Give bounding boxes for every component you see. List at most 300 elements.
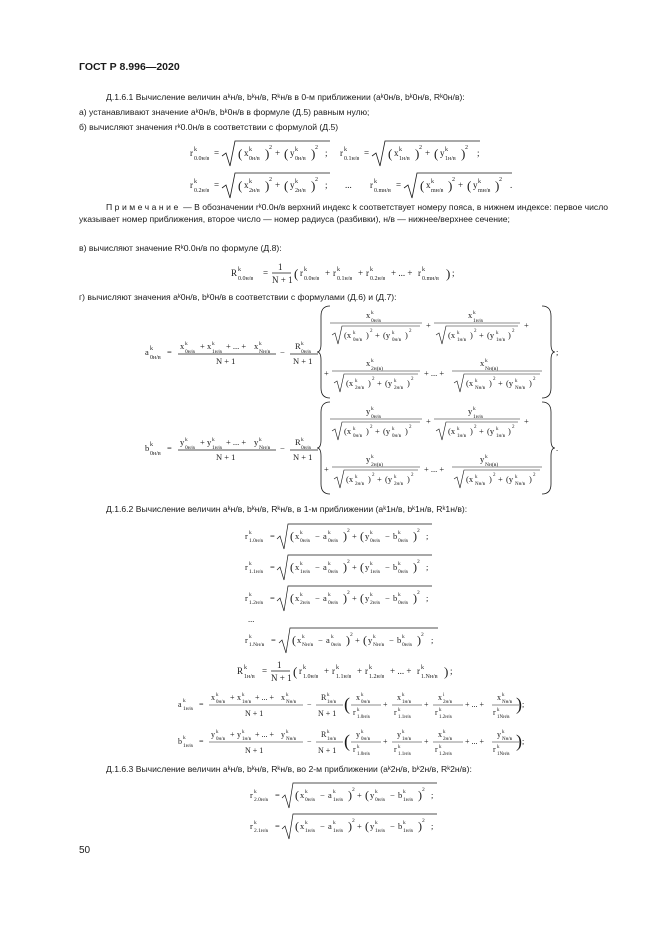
svg-text:+: + xyxy=(230,730,235,739)
svg-text:): ) xyxy=(418,819,422,833)
svg-text:x: x xyxy=(300,790,305,800)
svg-text:1н/в: 1н/в xyxy=(496,434,505,439)
svg-text:0н/в: 0н/в xyxy=(398,600,408,606)
svg-text:0н/в: 0н/в xyxy=(185,445,195,451)
svg-text:−: − xyxy=(385,531,390,541)
svg-text:): ) xyxy=(265,178,270,193)
note-label: Примечание xyxy=(106,202,181,212)
svg-text:x: x xyxy=(295,562,300,572)
svg-text:): ) xyxy=(516,731,522,751)
svg-text:+: + xyxy=(375,330,380,340)
svg-text:−: − xyxy=(320,821,325,831)
svg-text:k: k xyxy=(445,147,448,153)
svg-text:=: = xyxy=(270,531,275,541)
svg-text:r: r xyxy=(417,666,420,676)
svg-text:1н/в: 1н/в xyxy=(244,674,255,680)
svg-text:2: 2 xyxy=(452,177,455,183)
svg-text:=: = xyxy=(167,347,172,357)
svg-text:−: − xyxy=(390,790,395,800)
svg-text:x: x xyxy=(366,310,371,320)
svg-text:r: r xyxy=(418,268,421,278)
svg-text:r: r xyxy=(493,745,496,754)
svg-text:+: + xyxy=(498,474,503,484)
formula-R0 xyxy=(225,258,485,290)
svg-text:x: x xyxy=(180,341,185,351)
svg-text:k: k xyxy=(502,730,505,735)
svg-text:x: x xyxy=(394,148,399,158)
svg-text:Nн(в): Nн(в) xyxy=(485,462,499,468)
svg-text:N + 1: N + 1 xyxy=(318,746,337,755)
svg-text:...: ... xyxy=(345,180,352,190)
svg-text:2: 2 xyxy=(269,145,272,151)
svg-text:k: k xyxy=(392,331,395,336)
svg-text:k: k xyxy=(249,179,252,185)
svg-text:y: y xyxy=(254,437,259,447)
svg-text:(x: (x xyxy=(346,474,354,484)
svg-text:2: 2 xyxy=(533,377,536,382)
svg-text:(: ( xyxy=(360,529,364,543)
svg-text:1н/в: 1н/в xyxy=(183,706,193,712)
svg-text:−: − xyxy=(320,790,325,800)
svg-text:y: y xyxy=(356,730,360,739)
svg-text:k: k xyxy=(249,147,252,153)
svg-text:+: + xyxy=(357,790,362,800)
svg-text:k: k xyxy=(373,634,376,640)
svg-text:): ) xyxy=(368,378,371,388)
svg-text:+: + xyxy=(479,330,484,340)
svg-text:k: k xyxy=(259,341,262,347)
svg-text:): ) xyxy=(470,426,473,436)
svg-text:y: y xyxy=(397,730,401,739)
svg-text:k: k xyxy=(398,708,401,713)
svg-text:(x: (x xyxy=(344,330,352,340)
svg-text:x: x xyxy=(207,341,212,351)
svg-text:r: r xyxy=(190,148,193,158)
svg-text:2н/в: 2н/в xyxy=(394,482,403,487)
svg-text:1.2н/в: 1.2н/в xyxy=(439,752,452,757)
svg-text:): ) xyxy=(407,378,410,388)
svg-text:): ) xyxy=(418,788,422,802)
svg-text:r: r xyxy=(300,268,303,278)
svg-text:): ) xyxy=(413,560,417,574)
svg-text:k: k xyxy=(302,634,305,640)
section-heading-1-6-3: Д.1.6.3 Вычисление величин aᵏн/в, bᵏн/в, Rᵏн/в, во 2-м приближении (aᵏ2н/в, bᵏ2н/в, Rᵏ2н/в): xyxy=(106,764,472,774)
svg-text:=: = xyxy=(396,180,402,190)
svg-text:2: 2 xyxy=(499,177,502,183)
svg-text:1.0н/в: 1.0н/в xyxy=(249,538,263,544)
svg-text:): ) xyxy=(489,378,492,388)
svg-text:0н/в: 0н/в xyxy=(392,434,401,439)
svg-text:2: 2 xyxy=(352,818,355,824)
svg-text:k: k xyxy=(371,454,374,460)
formula-a0 xyxy=(140,304,560,400)
svg-text:1н/в: 1н/в xyxy=(242,737,251,742)
svg-text:(: ( xyxy=(238,178,243,193)
svg-text:2н/в: 2н/в xyxy=(355,386,364,391)
svg-text:r: r xyxy=(245,531,248,541)
svg-text:x: x xyxy=(297,635,302,645)
svg-text:x: x xyxy=(480,358,485,368)
svg-text:k: k xyxy=(242,693,245,698)
formula-r02-r0m xyxy=(180,170,513,204)
svg-text:k: k xyxy=(259,437,262,443)
svg-text:k: k xyxy=(304,267,307,273)
svg-text:0.2н/в: 0.2н/в xyxy=(194,188,210,194)
svg-text:k: k xyxy=(399,147,402,153)
svg-text:): ) xyxy=(311,178,316,193)
svg-text:b: b xyxy=(393,593,398,603)
svg-text:k: k xyxy=(439,708,442,713)
svg-text:(y: (y xyxy=(506,474,514,484)
svg-text:(: ( xyxy=(295,788,299,802)
svg-text:R: R xyxy=(295,341,301,351)
svg-text:1н/в: 1н/в xyxy=(457,338,466,343)
svg-text:+: + xyxy=(358,268,364,278)
svg-text:=: = xyxy=(271,635,276,645)
svg-text:2: 2 xyxy=(352,787,355,793)
svg-text:y: y xyxy=(281,730,285,739)
svg-text:0н/в: 0н/в xyxy=(249,156,260,162)
svg-text:x: x xyxy=(254,341,259,351)
svg-text:k: k xyxy=(497,745,500,750)
svg-text:k: k xyxy=(457,427,460,432)
svg-text:): ) xyxy=(495,178,500,193)
svg-text:+: + xyxy=(426,320,431,330)
svg-text:k: k xyxy=(212,341,215,347)
svg-text:=: = xyxy=(270,593,275,603)
svg-text:k: k xyxy=(394,475,397,480)
svg-text:Nн(в): Nн(в) xyxy=(485,366,499,372)
svg-text:y: y xyxy=(440,148,445,158)
svg-text:): ) xyxy=(366,330,369,340)
svg-text:(: ( xyxy=(360,591,364,605)
svg-text:2н/в: 2н/в xyxy=(300,600,310,606)
svg-text:y: y xyxy=(480,454,485,464)
svg-text:mн/в: mн/в xyxy=(478,188,491,194)
svg-text:+: + xyxy=(524,320,529,330)
svg-text:k: k xyxy=(249,561,252,567)
svg-text:1Nн/в: 1Nн/в xyxy=(497,715,510,720)
svg-text:k: k xyxy=(328,561,331,567)
svg-text:.: . xyxy=(556,443,559,453)
svg-text:(: ( xyxy=(290,560,294,574)
svg-text:r: r xyxy=(435,708,438,717)
svg-text:N + 1: N + 1 xyxy=(293,452,313,462)
svg-text:y: y xyxy=(370,790,375,800)
svg-text:x: x xyxy=(244,148,249,158)
svg-text:1.1н/в: 1.1н/в xyxy=(249,569,263,575)
svg-text:0н/в: 0н/в xyxy=(216,700,225,705)
svg-text:R: R xyxy=(321,693,327,702)
svg-text:+: + xyxy=(426,416,431,426)
svg-text:+: + xyxy=(352,531,357,541)
svg-text:): ) xyxy=(407,474,410,484)
svg-text:+: + xyxy=(424,737,429,746)
svg-text:2: 2 xyxy=(372,377,375,382)
item-b: б) вычисляют значения rᵏ0.0н/в в соответствии с формулой (Д.5) xyxy=(79,122,339,132)
svg-text:R: R xyxy=(295,437,301,447)
svg-text:x: x xyxy=(438,730,442,739)
svg-text:0н/в: 0н/в xyxy=(185,349,195,355)
svg-text:(: ( xyxy=(290,529,294,543)
svg-text:N + 1: N + 1 xyxy=(245,746,264,755)
svg-text:2н(в): 2н(в) xyxy=(371,462,383,468)
svg-text:1н/в: 1н/в xyxy=(403,828,413,834)
svg-text:1.0н/в: 1.0н/в xyxy=(357,715,370,720)
svg-text:+: + xyxy=(479,426,484,436)
svg-text:N + 1: N + 1 xyxy=(272,275,293,285)
svg-text:=: = xyxy=(275,790,280,800)
svg-text:=: = xyxy=(270,562,275,572)
svg-text:k: k xyxy=(254,789,257,795)
svg-text:k: k xyxy=(355,475,358,480)
svg-text:N + 1: N + 1 xyxy=(271,673,292,683)
svg-text:): ) xyxy=(348,788,352,802)
formula-r00-r01 xyxy=(180,138,500,172)
svg-text:2: 2 xyxy=(409,329,412,334)
svg-text:): ) xyxy=(508,426,511,436)
svg-text:Nн/в: Nн/в xyxy=(259,445,271,451)
svg-text:k: k xyxy=(398,530,401,536)
svg-text:(y: (y xyxy=(487,330,495,340)
svg-text:+: + xyxy=(352,562,357,572)
svg-text:+: + xyxy=(458,180,464,190)
svg-text:(: ( xyxy=(293,664,298,679)
svg-text:;: ; xyxy=(522,700,525,709)
svg-text:mн/в: mн/в xyxy=(431,188,444,194)
svg-text:=: = xyxy=(214,180,220,190)
formula-r1-list xyxy=(240,519,480,657)
svg-text:+: + xyxy=(424,700,429,709)
svg-text:;: ; xyxy=(426,531,429,541)
svg-text:x: x xyxy=(438,693,442,702)
svg-text:k: k xyxy=(403,820,406,826)
page-number: 50 xyxy=(79,845,91,856)
svg-text:r: r xyxy=(332,666,335,676)
svg-text:a: a xyxy=(323,531,327,541)
svg-text:k: k xyxy=(295,147,298,153)
svg-text:;: ; xyxy=(522,737,525,746)
svg-text:k: k xyxy=(300,561,303,567)
svg-text:0.1н/в: 0.1н/в xyxy=(344,156,360,162)
svg-text:2: 2 xyxy=(417,590,420,596)
svg-text:k: k xyxy=(370,592,373,598)
svg-text:y: y xyxy=(370,821,375,831)
svg-text:): ) xyxy=(516,694,522,714)
svg-text:r: r xyxy=(366,268,369,278)
svg-text:1н/в: 1н/в xyxy=(473,414,483,420)
svg-text:+: + xyxy=(383,737,388,746)
svg-text:k: k xyxy=(497,708,500,713)
svg-text:0н/в: 0н/в xyxy=(392,338,401,343)
svg-text:0.mн/в: 0.mн/в xyxy=(374,188,391,194)
svg-text:k: k xyxy=(398,592,401,598)
svg-text:−: − xyxy=(280,443,285,453)
svg-text:R: R xyxy=(231,268,238,278)
svg-text:k: k xyxy=(357,745,360,750)
svg-text:(: ( xyxy=(294,266,299,281)
svg-text:2: 2 xyxy=(422,818,425,824)
svg-text:k: k xyxy=(398,561,401,567)
svg-text:1.2н/в: 1.2н/в xyxy=(369,674,385,680)
svg-text:0.0н/в: 0.0н/в xyxy=(304,276,320,282)
svg-text:.: . xyxy=(510,180,513,190)
svg-text:+: + xyxy=(275,180,281,190)
svg-text:k: k xyxy=(150,346,153,352)
svg-text:+: + xyxy=(200,341,205,351)
svg-text:): ) xyxy=(405,330,408,340)
svg-text:;: ; xyxy=(431,821,434,831)
svg-text:r: r xyxy=(333,268,336,278)
svg-text:k: k xyxy=(496,427,499,432)
svg-text:=: = xyxy=(275,821,280,831)
svg-text:(: ( xyxy=(238,146,243,161)
svg-text:b: b xyxy=(178,737,182,746)
svg-text:k: k xyxy=(370,267,373,273)
svg-text:2: 2 xyxy=(512,329,515,334)
svg-text:0н/в: 0н/в xyxy=(398,538,408,544)
svg-text:k: k xyxy=(375,820,378,826)
svg-text:;: ; xyxy=(426,593,429,603)
svg-text:x: x xyxy=(300,821,305,831)
svg-text:b: b xyxy=(398,790,403,800)
svg-text:k: k xyxy=(502,693,505,698)
svg-text:k: k xyxy=(370,530,373,536)
svg-text:k: k xyxy=(515,475,518,480)
svg-text:Nн/в: Nн/в xyxy=(515,482,526,487)
svg-text:2: 2 xyxy=(421,632,424,638)
svg-text:b: b xyxy=(398,821,403,831)
svg-text:0н/в: 0н/в xyxy=(216,737,225,742)
svg-text:0.2н/в: 0.2н/в xyxy=(370,276,386,282)
svg-text:r: r xyxy=(250,790,253,800)
svg-text:=: = xyxy=(167,443,172,453)
svg-text:0н/в: 0н/в xyxy=(331,642,341,648)
svg-text:(y: (y xyxy=(385,474,393,484)
svg-text:+ ... +: + ... + xyxy=(255,693,275,702)
svg-text:+: + xyxy=(377,474,382,484)
svg-text:k: k xyxy=(475,379,478,384)
svg-text:Nн/в: Nн/в xyxy=(515,386,526,391)
svg-text:0н/в: 0н/в xyxy=(328,538,338,544)
svg-text:k: k xyxy=(300,592,303,598)
svg-text:1н/в: 1н/в xyxy=(403,797,413,803)
svg-text:0н/в: 0н/в xyxy=(370,538,380,544)
svg-text:): ) xyxy=(489,474,492,484)
svg-text:): ) xyxy=(529,474,532,484)
svg-text:k: k xyxy=(353,331,356,336)
svg-text:k: k xyxy=(238,267,241,273)
svg-text:1н/в: 1н/в xyxy=(305,828,315,834)
svg-text:a: a xyxy=(178,700,182,709)
svg-text:N + 1: N + 1 xyxy=(318,709,337,718)
svg-text:1н/в: 1н/в xyxy=(457,434,466,439)
svg-text:2н/в: 2н/в xyxy=(394,386,403,391)
svg-text:(x: (x xyxy=(466,378,474,388)
svg-text:+: + xyxy=(357,821,362,831)
svg-text:0н/в: 0н/в xyxy=(150,451,161,457)
svg-text:y: y xyxy=(473,180,478,190)
svg-text:r: r xyxy=(370,180,373,190)
svg-text:k: k xyxy=(194,179,197,185)
svg-text:+: + xyxy=(524,416,529,426)
svg-text:(: ( xyxy=(388,146,393,161)
svg-text:0н/в: 0н/в xyxy=(328,569,338,575)
svg-text:): ) xyxy=(444,664,449,679)
formula-r2-list xyxy=(245,778,465,844)
svg-text:k: k xyxy=(355,379,358,384)
svg-text:a: a xyxy=(145,347,149,357)
svg-text:1.1н/в: 1.1н/в xyxy=(398,715,411,720)
svg-text:;: ; xyxy=(452,268,455,278)
svg-text:(: ( xyxy=(344,731,350,751)
svg-text:+: + xyxy=(498,378,503,388)
svg-text:1: 1 xyxy=(278,262,283,272)
svg-text:k: k xyxy=(371,310,374,316)
svg-text:=: = xyxy=(262,666,268,676)
svg-text:k: k xyxy=(305,789,308,795)
svg-text:k: k xyxy=(496,331,499,336)
svg-text:(: ( xyxy=(434,146,439,161)
svg-text:2: 2 xyxy=(411,473,414,478)
svg-text:1.1н/в: 1.1н/в xyxy=(336,674,352,680)
svg-text:+: + xyxy=(324,666,330,676)
svg-text:+: + xyxy=(425,148,431,158)
svg-text:1.0н/в: 1.0н/в xyxy=(357,752,370,757)
svg-text:0н/в: 0н/в xyxy=(300,538,310,544)
svg-text:2: 2 xyxy=(372,473,375,478)
svg-text:x: x xyxy=(295,531,300,541)
svg-text:2: 2 xyxy=(474,329,477,334)
svg-text:0н/в: 0н/в xyxy=(353,434,362,439)
svg-text:+: + xyxy=(357,666,363,676)
svg-text:y: y xyxy=(180,437,185,447)
svg-text:+ ... +: + ... + xyxy=(255,730,275,739)
svg-text:2: 2 xyxy=(370,425,373,430)
svg-text:k: k xyxy=(402,693,405,698)
svg-text:=: = xyxy=(199,700,204,709)
svg-text:(: ( xyxy=(420,178,425,193)
svg-text:k: k xyxy=(478,179,481,185)
svg-text:2: 2 xyxy=(493,473,496,478)
svg-text:y: y xyxy=(468,406,473,416)
svg-text:x: x xyxy=(237,693,241,702)
svg-text:k: k xyxy=(249,634,252,640)
svg-text:k: k xyxy=(300,530,303,536)
svg-text:r: r xyxy=(340,148,343,158)
svg-text:1н/в: 1н/в xyxy=(333,828,343,834)
svg-text:−: − xyxy=(280,347,285,357)
svg-text:R: R xyxy=(237,666,244,676)
svg-text:0н/в: 0н/в xyxy=(402,642,412,648)
svg-text:): ) xyxy=(529,378,532,388)
svg-text:r: r xyxy=(250,821,253,831)
svg-text:k: k xyxy=(337,267,340,273)
svg-text:b: b xyxy=(397,635,402,645)
svg-text:k: k xyxy=(402,730,405,735)
svg-text:2: 2 xyxy=(347,590,350,596)
svg-text:(y: (y xyxy=(383,330,391,340)
svg-text:x: x xyxy=(497,693,501,702)
svg-text:2: 2 xyxy=(493,377,496,382)
svg-text:1н/в: 1н/в xyxy=(496,338,505,343)
svg-text:1н/в: 1н/в xyxy=(375,828,385,834)
svg-text:r: r xyxy=(493,708,496,717)
page-header: ГОСТ Р 8.996—2020 xyxy=(79,61,180,73)
svg-text:2: 2 xyxy=(419,145,422,151)
svg-text:(x: (x xyxy=(448,426,456,436)
svg-text:Nн/в: Nн/в xyxy=(475,386,486,391)
